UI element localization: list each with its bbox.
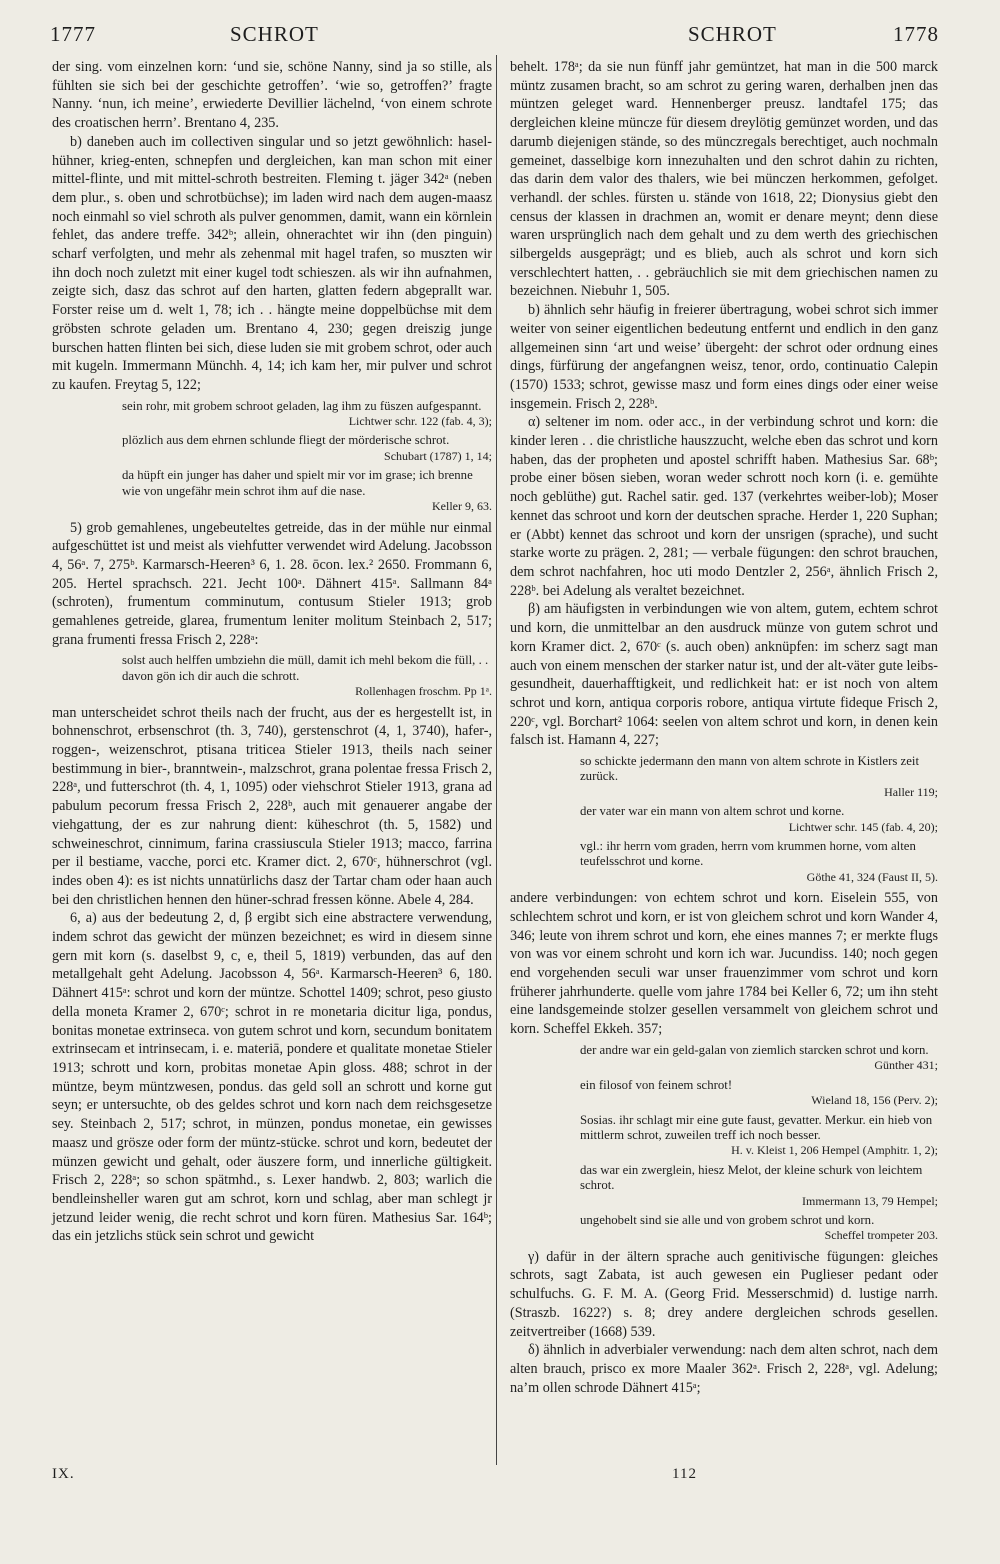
quote-source: Schubart (1787) 1, 14; [384, 448, 492, 463]
quote-source: Keller 9, 63. [432, 499, 492, 514]
right-column [510, 58, 938, 1397]
quote-text: solst auch helffen umbziehn die müll, damit ich mehl bekom die füll, . . davon gön ich dir auch die schrott. [122, 653, 489, 683]
paragraph: α) seltener im nom. oder acc., in der verbindung schrot und korn: die kinder leren . . die christliche hauszzucht, welche eben das schrot und korn haben, das der propheten und apostel schrifft haben. Mathesius Sar. 68ᵇ; probe einer bösen sieben, woran weder schrott noch korn (i. e. gemühte noch geblüthe) gut. Rachel satir. ged. 137 (verkehrtes weiber-lob); Moser kennet das schroot und korn der deutschen sprache. Herder 1, 220 Suphan; er (Abbt) kennet das schroot und korn der unsrigen (sprache), und sucht starke worte zu prägen. 2, 281; — verbale fügungen: den schrot brauchen, dem schrot nachfahren, hoc uti modo Dentzler 2, 256ᵃ, ähnlich Frisch 2, 228ᵇ. bei Adelung als veraltet bezeichnet. [510, 414, 938, 599]
verse-quote [122, 433, 492, 464]
verse-quote [122, 653, 492, 699]
verse-quote [580, 1043, 938, 1074]
quote-source: Scheffel trompeter 203. [824, 1228, 938, 1243]
verse-quote [580, 1213, 938, 1244]
paragraph: andere verbindungen: von echtem schrot und korn. Eiselein 555, von schlechtem schrot und korn, er ist von gleichem schrot und korn Wander 4, 346; leute von ihrem schrot und korn, ehe eines mannes 7; er merkte flugs von was vor einem schroht und korn ich war. Jucundiss. 140; noch gegen end vorgehenden seculi war unser frauenzimmer vom schrot und korn früherer jahrhunderte. quelle vom jahre 1784 bei Keller 6, 72; um ihn steht eine landsgemeinde stolzer gesellen versammelt von gleichem schrot und korn. Scheffel Ekkeh. 357; [510, 890, 938, 1038]
paragraph: 5) grob gemahlenes, ungebeuteltes getreide, das in der mühle nur einmal aufgeschüttet ist und meist als viehfutter verwendet wird Adelung. Jacobsson 4, 56ᵃ. 7, 275ᵇ. Karmarsch-Heeren³ 6, 1. 28. ōcon. lex.² 2650. Frommann 6, 205. Hertel sprachsch. 221. Jecht 100ᵃ. Dähnert 415ᵃ. Sallmann 84ᵃ (schroten), frumentum comminutum, contusum Stieler 1913; grob gemahlenes getreide, glarea, frumentum leniter molitum Steinbach 2, 517; grana frumenti fressa Frisch 2, 228ᵃ: [52, 519, 492, 648]
left-column [52, 58, 492, 1246]
quote-source: Günther 431; [874, 1058, 938, 1073]
column-divider [496, 55, 497, 1465]
paragraph: γ) dafür in der ältern sprache auch genitivische fügungen: gleiches schrots, sagt Zabata, ist auch gewesen ein Puglieser pedant oder schulfuchs. G. F. M. A. (Georg Frid. Messerschmid) d. lustige narrh. (Straszb. 1622?) s. 8; drey andere dergleichen schrods gesellen. zeitvertreiber (1668) 539. [510, 1248, 938, 1340]
quote-source: Lichtwer schr. 122 (fab. 4, 3); [348, 414, 492, 429]
quote-source: Haller 119; [884, 784, 938, 799]
verse-quote [580, 1113, 938, 1159]
signature-mark: IX. [52, 1466, 75, 1482]
sheet-number: 112 [672, 1466, 697, 1482]
verse-quote [580, 804, 938, 835]
quote-text: das war ein zwerglein, hiesz Melot, der kleine schurk von leichtem schrot. [580, 1162, 923, 1193]
page-number-left: 1777 [50, 22, 96, 46]
paragraph: β) am häufigsten in verbindungen wie von altem, gutem, echtem schrot und korn, die unmittelbar an den ausdruck münze von gutem schrot und korn Kramer dict. 2, 670ᶜ (s. auch oben) anknüpfen: im scherz sagt man auch von einem menschen der starker natur ist, und der alt-väter gute leibs-gesundheit, dauerhafftigkeit, und redlichkeit hat: er ist noch von altem schrot und korn, antiqua corporis robore, antiqua virtute fideque Frisch 2, 220ᶜ, vgl. Borchart² 1064: seelen von altem schrot und korn, in denen kein falsch ist. Hamann 4, 227; [510, 601, 938, 749]
paragraph: b) ähnlich sehr häufig in freierer übertragung, wobei schrot sich immer weiter von seiner eigentlichen bedeutung entfernt und endlich in den ganz allgemeinen sinn ‘art und weise’ übergeht: der schrot oder ordnung eines dings, fürfürung der angefangnen weisz, tenor, ordo, continuatio Calepin (1570) 1533; schrot, gewisse masz und form eines dings oder einer weise insgemein. Frisch 2, 228ᵇ. [510, 302, 938, 412]
quote-source: Rollenhagen froschm. Pp 1ᵃ. [355, 684, 492, 699]
paragraph: b) daneben auch im collectiven singular und so jetzt gewöhnlich: hasel-hühner, krieg-enten, schnepfen und dergleichen, kan man schon mit einer mittel-flinte, und mit mittel-schroth bestreiten. Fleming t. jäger 342ᵃ (neben dem plur., s. oben und schrotbüchse); im laden wird nach dem augen-maasz noch einmahl so viel schroth als pulver genommen, damit, wann ein körnlein fehlet, das andere treffe. 342ᵇ; allein, ohnerachtet wir ihn (den pinguin) scharf verfolgten, und mehr als zehenmal mit hagel trafen, so muszten wir ihn doch noch zuletzt mit einer kugel todt schieszen. als wir ihn aufnahmen, zeigte sich, dasz das schrot auf den harten, glatten federn abgeprallt war. Forster reise um d. welt 1, 78; ich . . hängte meine doppelbüchse mit dem gröbsten schrote geladen um. Brentano 4, 230; gegen dreiszig junge burschen hatten flinten bei sich, diese luden sie mit grobem schrot, oder auch mit kugeln. Immermann Münchh. 4, 14; ich kam her, mir pulver und schrot zu kaufen. Freytag 5, 122; [52, 133, 492, 393]
verse-quote [122, 468, 492, 514]
quote-text: plözlich aus dem ehrnen schlunde fliegt der mörderische schrot. [122, 433, 450, 448]
paragraph: δ) ähnlich in adverbialer verwendung: nach dem alten schrot, nach dem alten brauch, prisco ex more Maaler 362ᵃ. Frisch 2, 228ᵃ, vgl. Adelung; na’m ollen schrode Dähnert 415ᵃ; [510, 1342, 938, 1396]
quote-text: sein rohr, mit grobem schroot geladen, lag ihm zu füszen aufgespannt. [122, 398, 482, 413]
quote-source: Göthe 41, 324 (Faust II, 5). [806, 869, 938, 884]
verse-quote [580, 754, 938, 800]
quote-text: so schickte jedermann den mann von altem schrote in Kistlers zeit zurück. [580, 754, 920, 784]
quote-source: Lichtwer schr. 145 (fab. 4, 20); [788, 819, 938, 834]
verse-quote [122, 399, 492, 430]
running-title-right: SCHROT [688, 22, 777, 46]
quote-text: der andre war ein geld-galan von ziemlich starcken schrot und korn. [580, 1042, 929, 1057]
verse-quote [580, 839, 938, 885]
quote-lead: vgl.: [580, 839, 604, 854]
quote-source: Immermann 13, 79 Hempel; [802, 1193, 938, 1208]
quote-text: Sosias. ihr schlagt mir eine gute faust, gevatter. Merkur. ein hieb von mittlerm schrot, zuweilen treff ich noch besser. [580, 1112, 933, 1142]
paragraph: der sing. vom einzelnen korn: ‘und sie, schöne Nanny, sind ja so stille, als fühlten sie sich bei der geschichte getroffen’. ‘wie so, getroffen?’ fragte Nanny. ‘nun, ich meine’, erwiederte Devillier lächelnd, ‘von einem schrote des croatischen herrn’. Brentano 4, 235. [52, 59, 492, 132]
verse-quote [580, 1078, 938, 1109]
quote-text: da hüpft ein junger has daher und spielt mir vor im grase; ich brenne wie von ungefähr mein schrot ihm auf die nase. [122, 468, 473, 498]
quote-text: ihr herrn vom graden, herrn vom krummen horne, vom alten teufelsschrot und korne. [580, 839, 916, 869]
quote-source: Wieland 18, 156 (Perv. 2); [811, 1093, 938, 1108]
running-title-left: SCHROT [230, 22, 319, 46]
verse-quote [580, 1163, 938, 1209]
page-number-right: 1778 [893, 22, 939, 46]
paragraph: behelt. 178ᵃ; da sie nun fünff jahr gemüntzet, hat man in die 500 marck müntz zusamen bracht, so am schrot zu gering waren, derhalben jnen das müntzen geleget ward. Hennenberger preusz. landtafel 175; das dergleichen kleine müncze für diesem dreylötig gemünzet worden, und das darumb diejenigen stände, so des münczregals berechtiget, auch nochmaln gemeinet, dasselbige korn innezuhalten und den schrot dahin zu richten, das darin dem valor des thalers, wie bei münczen herkommen, gefolget. verhandl. der schles. fürsten u. stände von 1618, 22; Dionysius giebt den census der klassen in drachmen an, womit er denare meynt; denn diese waren ursprünglich nach dem gehalt und zu dem werth des griechischen silbergelds ausgeprägt; und es blieb, auch als schrot und korn sich verschlechtert hatten, . . gebräuchlich sie mit dem griechischen namen zu bezeichnen. Niebuhr 1, 505. [510, 59, 938, 300]
paragraph: man unterscheidet schrot theils nach der frucht, aus der es hergestellt ist, in bohnenschrot, erbsenschrot (th. 3, 740), gerstenschrot (4, 1, 3740), hafer-, roggen-, weizenschrot, ptisana triticea Stieler 1913, theils nach seiner bestimmung in bier-, branntwein-, malzschrot, grana polentae fressa Frisch 2, 228ᵃ, und futterschrot (th. 4, 1, 1095) oder viehschrot Stieler 1913, grana ad pabulum pecorum fressa Frisch 2, 228ᵇ, auch mit genauerer angabe der viehgattung, der es zur nahrung dient: küheschrot (th. 5, 1582) und schweineschrot, cinnimum, farina crassiuscula Stieler 1913; macco, farrina per il bestiame, vacche, porci etc. Kramer dict. 2, 670ᶜ, hühnerschrot (vgl. indes oben 4): es ist nichts unnatürlichs dasz der Tartar cham oder haan auch bei den christlichen hennen den hüner-schrad fressen könne. Abele 4, 284. [52, 704, 492, 908]
quote-text: ein filosof von feinem schrot! [580, 1077, 733, 1092]
quote-text: der vater war ein mann von altem schrot und korne. [580, 804, 845, 819]
quote-text: ungehobelt sind sie alle und von grobem schrot und korn. [580, 1212, 875, 1227]
paragraph: 6, a) aus der bedeutung 2, d, β ergibt sich eine abstractere verwendung, indem schrot das gewicht der münzen bezeichnet; es wird in diesem sinne gern mit korn (s. daselbst 9, c, e, theil 5, 1819) verbunden, das auf den metallgehalt geht Adelung. Jacobsson 4, 56ᵃ. Karmarsch-Heeren³ 6, 180. Dähnert 415ᵃ: schrot und korn der müntze. Schottel 1409; schrot, peso giusto della moneta Kramer 2, 670ᶜ; schrot in re monetaria dicitur liga, pondus, bonitas monetae extrinseca. von gutem schrot und korn, secundum bonitatem extrinsecam et intrinsecam, i. e. materiā, pondere et qualitate monetae Stieler 1913; schrott und korn, probitas monetae Apin gloss. 488; schrot in der müntze, beym müntzwesen, pondus. das geld soll an schrott und korne gut seyn; er untersuchte, ob des geldes schrot und korn nach dem reichsgesetze sey. Steinbach 2, 517; schrot, in münzen, pondus monetae, ein gewisses maasz und grösze oder form der müntz-stücke. schrot und korn, bedeutet der münzen gewicht und gehalt, oder äuszere form, und innerliche gültigkeit. Frisch 2, 228ᵃ; so schon spätmhd., s. Lexer handwb. 2, 803; warlich die bendleinsheller waren gut am schrot, korn und schlag, aber man schlegt jr jetzund leider wenig, die recht schrot und korn füren. Mathesius Sar. 164ᵇ; das ein jetzlichs stück sein schrot und gewicht [52, 910, 492, 1245]
quote-source: H. v. Kleist 1, 206 Hempel (Amphitr. 1, 2); [731, 1143, 938, 1158]
